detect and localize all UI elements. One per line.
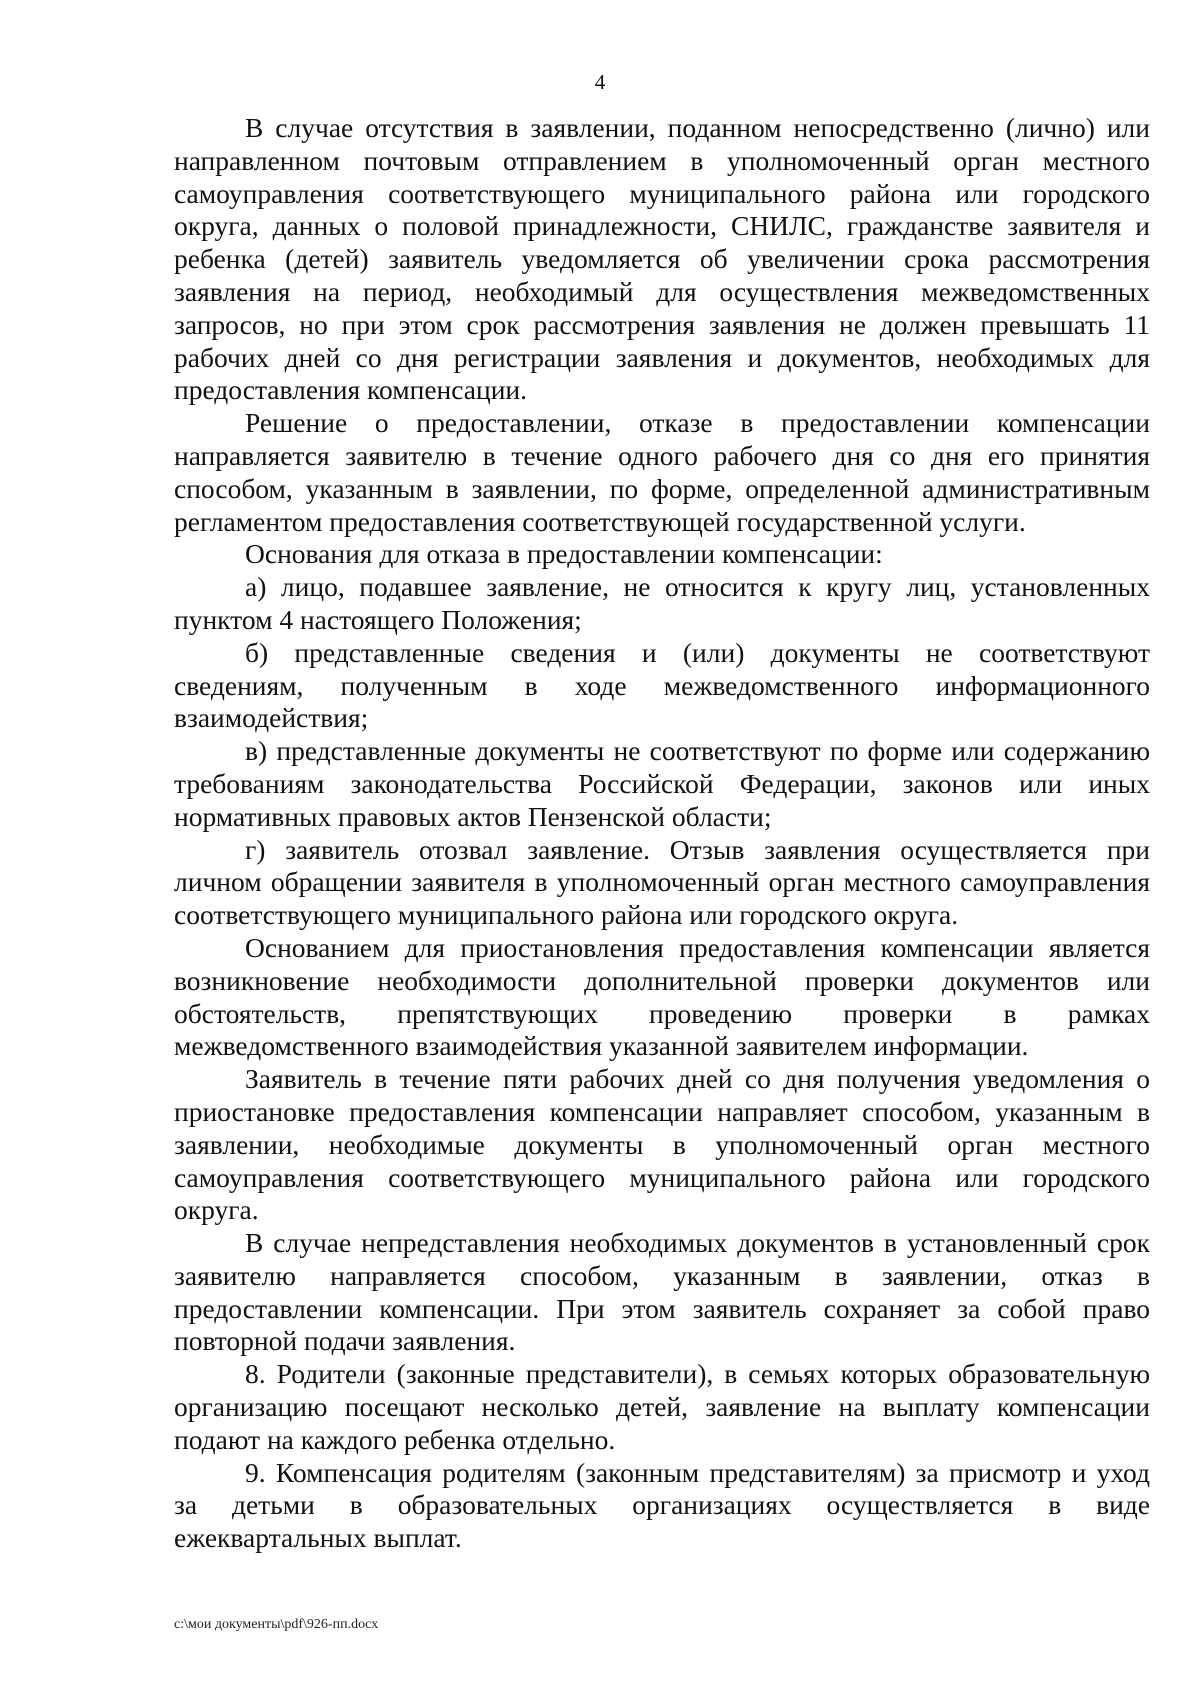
paragraph-missing-data-notice: В случае отсутствия в заявлении, поданном непосредственно (лично) или направленном почтовым отправлением в уполномоченный орган местного самоуправления соответствующего муниципального района или городского округа, данных о половой принадлежности, СНИЛС, гражданстве заявителя и ребенка (детей) заявитель уведомляется об увеличении срока рассмотрения заявления на период, необходимый для осуществления межведомственных запросов, но при этом срок рассмотрения заявления не должен превышать 11 рабочих дней со дня регистрации заявления и документов, необходимых для предоставления компенсации. [174, 112, 1150, 406]
paragraph-non-submission-refusal: В случае непредставления необходимых документов в установленный срок заявителю направляется способом, указанным в заявлении, отказ в предоставлении компенсации. При этом заявитель сохраняет за собой право повторной подачи заявления. [174, 1227, 1150, 1357]
paragraph-decision-notice: Решение о предоставлении, отказе в предоставлении компенсации направляется заявителю в течение одного рабочего дня со дня его принятия способом, указанным в заявлении, по форме, определенной административным регламентом предоставления соответствующей государственной услуги. [174, 407, 1150, 537]
list-item-refusal-g: г) заявитель отозвал заявление. Отзыв заявления осуществляется при личном обращении заявителя в уполномоченный орган местного самоуправления соответствующего муниципального района или городского округа. [174, 833, 1150, 931]
paragraph-suspension-grounds: Основанием для приостановления предоставления компенсации является возникновение необходимости дополнительной проверки документов или обстоятельств, препятствующих проведению проверки в рамках межведомственного взаимодействия указанной заявителем информации. [174, 931, 1150, 1062]
document-body [174, 112, 1150, 1555]
list-item-refusal-a: а) лицо, подавшее заявление, не относится к кругу лиц, установленных пунктом 4 настоящего Положения; [174, 571, 1150, 635]
paragraph-applicant-documents: Заявитель в течение пяти рабочих дней со дня получения уведомления о приостановке предоставления компенсации направляет способом, указанным в заявлении, необходимые документы в уполномоченный орган местного самоуправления соответствующего муниципального района или городского округа. [174, 1063, 1150, 1226]
paragraph-item-8: 8. Родители (законные представители), в семьях которых образовательную организацию посещают несколько детей, заявление на выплату компенсации подают на каждого ребенка отдельно. [174, 1358, 1150, 1455]
page-number: 4 [594, 70, 606, 94]
footer-file-path: c:\мои документы\pdf\926-пп.docx [174, 1617, 379, 1632]
list-item-refusal-v: в) представленные документы не соответствуют по форме или содержанию требованиям законодательства Российской Федерации, законов или иных нормативных правовых актов Пензенской области; [174, 735, 1150, 832]
paragraph-item-9: 9. Компенсация родителям (законным представителям) за присмотр и уход за детьми в образовательных организациях осуществляется в виде ежеквартальных выплат. [174, 1456, 1150, 1554]
paragraph-refusal-grounds-heading: Основания для отказа в предоставлении компенсации: [245, 538, 883, 570]
list-item-refusal-b: б) представленные сведения и (или) документы не соответствуют сведениям, полученным в ходе межведомственного информационного взаимодействия; [174, 636, 1150, 734]
